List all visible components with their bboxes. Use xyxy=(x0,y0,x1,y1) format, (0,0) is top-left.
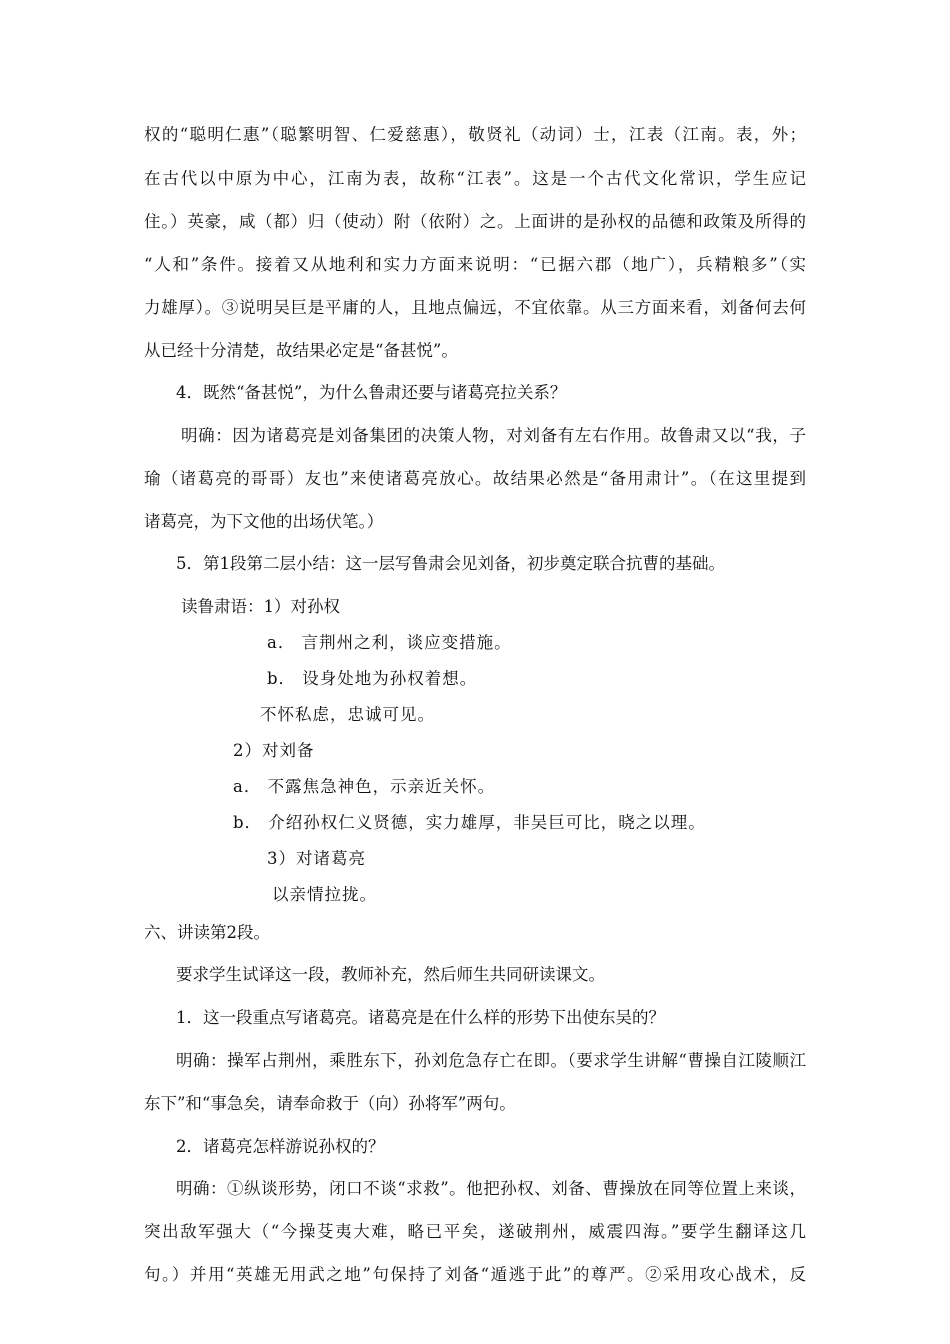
outline-item: b． 设身处地为孙权着想。 xyxy=(267,669,478,688)
question-heading: 2．诸葛亮怎样游说孙权的？ xyxy=(176,1137,385,1156)
text-line: 要求学生试译这一段，教师补充，然后师生共同研读课文。 xyxy=(176,965,605,984)
text-line: 明确：①纵谈形势，闭口不谈“求救”。他把孙权、刘备、曹操放在同等位置上来谈， xyxy=(176,1179,806,1198)
text-line: “人和”条件。接着又从地利和实力方面来说明：“已据六郡（地广），兵精粮多”（实 xyxy=(144,255,806,274)
outline-item: 以亲情拉拢。 xyxy=(272,885,377,904)
text-line: 瑜（诸葛亮的哥哥）友也”来使诸葛亮放心。故结果必然是“备用肃计”。（在这里提到 xyxy=(144,469,806,488)
outline-item: 不怀私虑，忠诚可见。 xyxy=(260,705,435,724)
question-heading: 5．第1段第二层小结：这一层写鲁肃会见刘备，初步奠定联合抗曹的基础。 xyxy=(176,554,725,573)
question-heading: 4．既然“备甚悦”，为什么鲁肃还要与诸葛亮拉关系？ xyxy=(176,383,567,402)
question-heading: 1．这一段重点写诸葛亮。诸葛亮是在什么样的形势下出使东吴的？ xyxy=(176,1008,665,1027)
outline-item: a． 言荆州之利，谈应变措施。 xyxy=(267,633,512,652)
text-line: 从已经十分清楚，故结果必定是“备甚悦”。 xyxy=(144,341,458,360)
text-line: 住。）英豪，咸（都）归（使动）附（依附）之。上面讲的是孙权的品德和政策及所得的 xyxy=(144,212,806,231)
text-line: 在古代以中原为中心，江南为表，故称“江表”。这是一个古代文化常识，学生应记 xyxy=(144,169,806,188)
text-line: 突出敌军强大（“今操芟夷大难，略已平矣，遂破荆州，威震四海。”要学生翻译这几 xyxy=(144,1222,806,1241)
text-line: 明确：操军占荆州，乘胜东下，孙刘危急存亡在即。（要求学生讲解“曹操自江陵顺江 xyxy=(176,1051,806,1070)
text-line: 读鲁肃语：1）对孙权 xyxy=(181,597,340,616)
text-line: 句。）并用“英雄无用武之地”句保持了刘备“遁逃于此”的尊严。②采用攻心战术，反 xyxy=(144,1265,806,1284)
outline-item: a． 不露焦急神色，示亲近关怀。 xyxy=(233,777,496,796)
text-line: 诸葛亮，为下文他的出场伏笔。） xyxy=(144,512,384,531)
outline-item: 3）对诸葛亮 xyxy=(267,849,366,868)
outline-item: b． 介绍孙权仁义贤德，实力雄厚，非吴巨可比，晓之以理。 xyxy=(233,813,706,832)
section-heading: 六、讲读第2段。 xyxy=(144,923,270,942)
text-line: 力雄厚）。③说明吴巨是平庸的人，且地点偏远，不宜依靠。从三方面来看，刘备何去何 xyxy=(144,298,806,317)
text-line: 明确：因为诸葛亮是刘备集团的决策人物，对刘备有左右作用。故鲁肃又以“我，子 xyxy=(181,426,806,445)
text-line: 权的“聪明仁惠”（聪繁明智、仁爱慈惠），敬贤礼（动词）士，江表（江南。表，外； xyxy=(144,125,806,144)
text-line: 东下”和“事急矣，请奉命救于（向）孙将军”两句。 xyxy=(144,1094,516,1113)
outline-item: 2）对刘备 xyxy=(233,741,315,760)
